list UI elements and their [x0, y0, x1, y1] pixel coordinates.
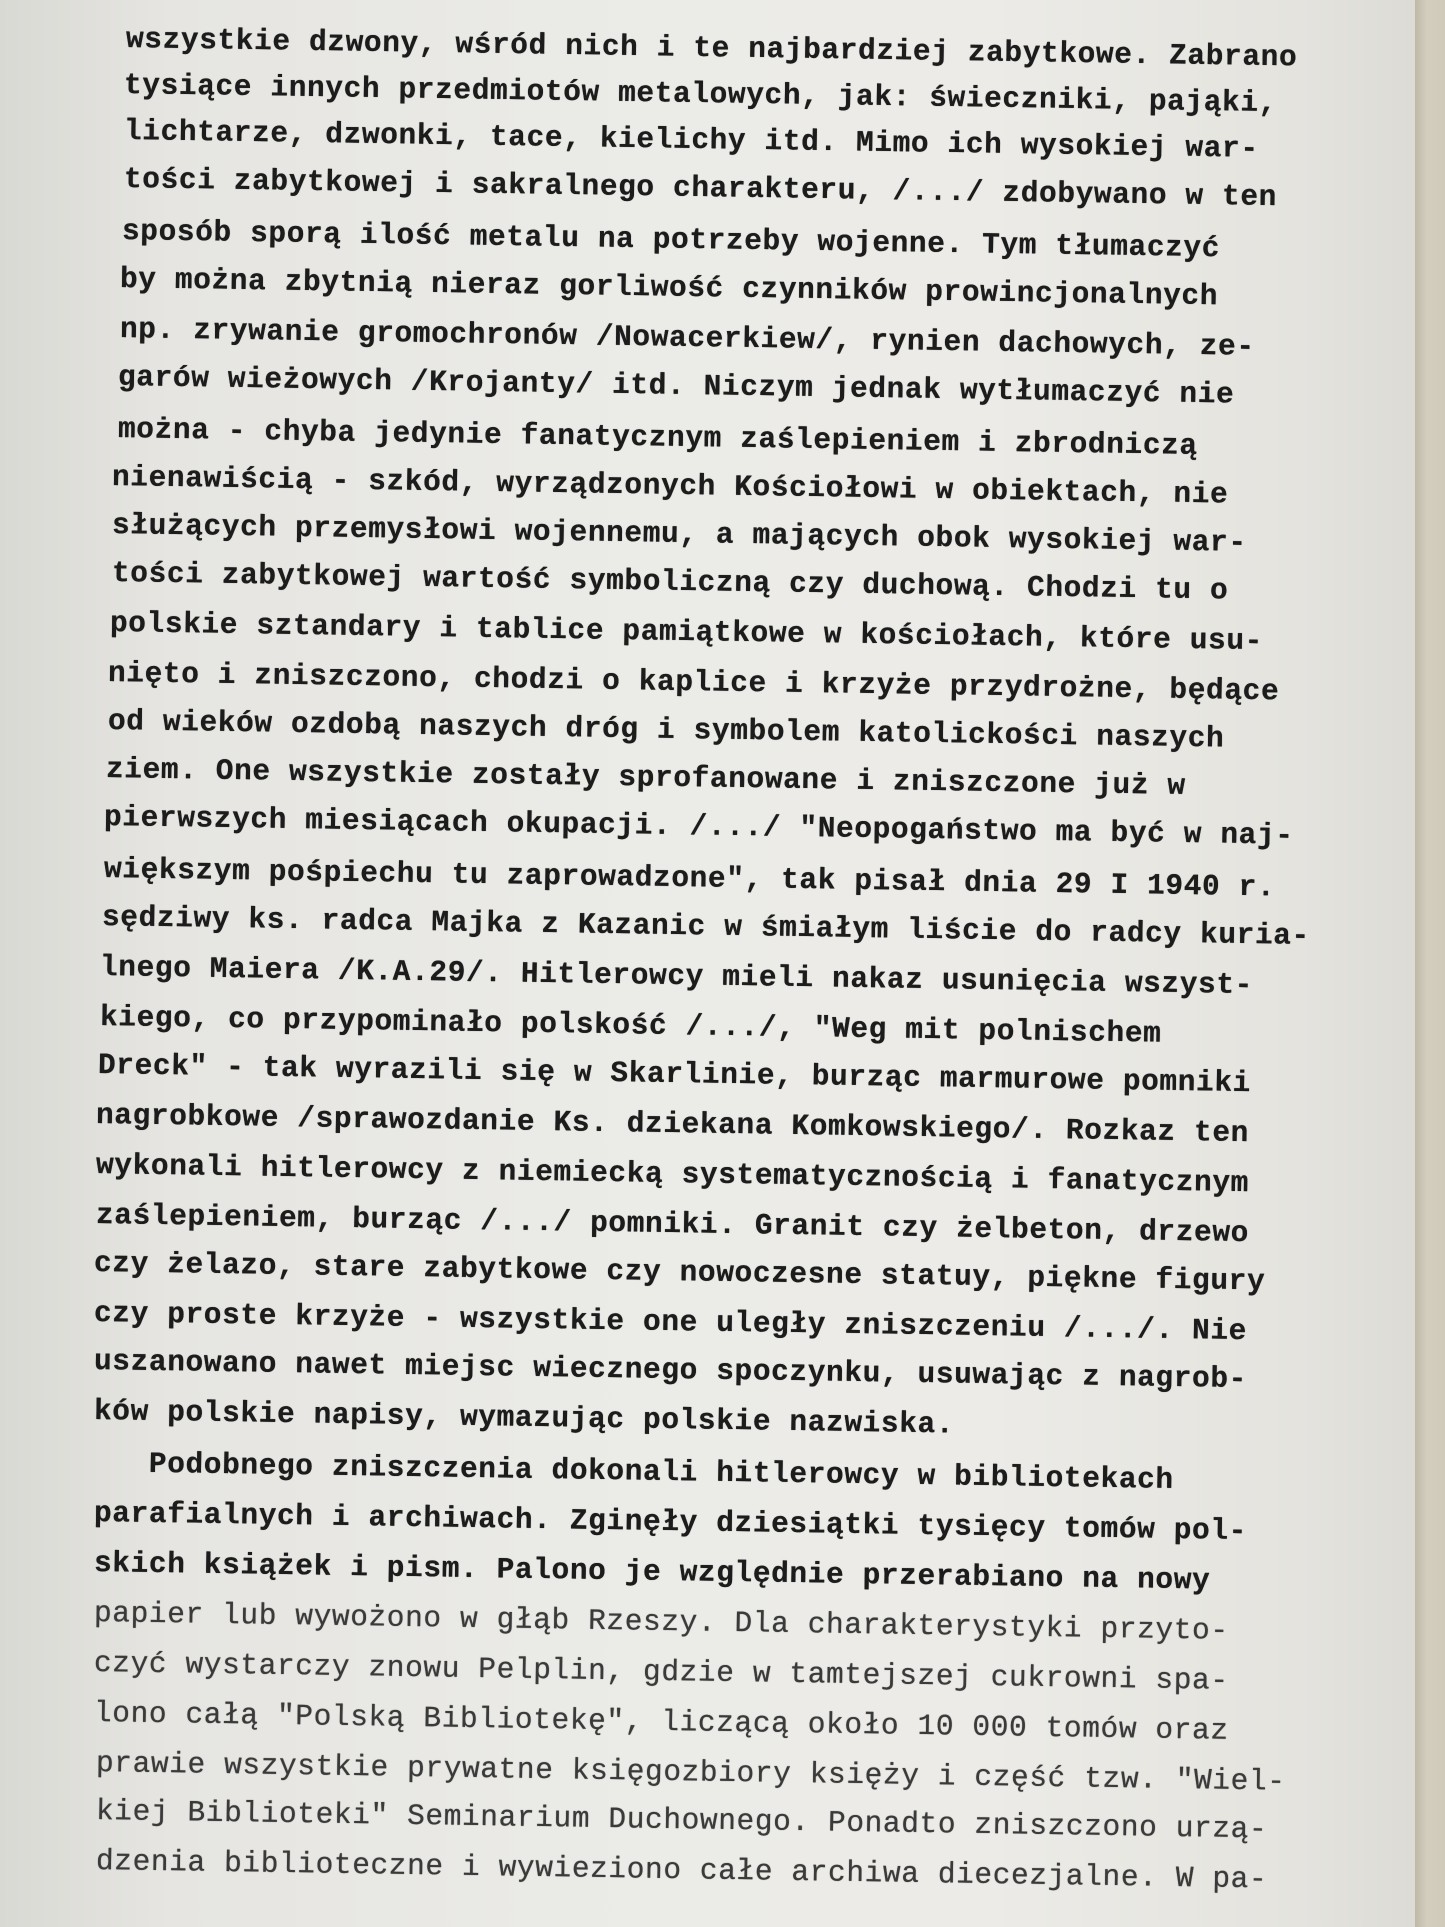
text-line: można - chyba jedynie fanatycznym zaślepieniem i zbrodniczą [117, 412, 1199, 463]
text-line: kiego, co przypominało polskość /.../, "Weg mit polnischem [99, 1000, 1162, 1051]
text-line: kiej Biblioteki" Seminarium Duchownego. Ponadto zniszczono urzą- [95, 1794, 1268, 1847]
text-line: czyć wystarczy znowu Pelplin, gdzie w tamtejszej cukrowni spa- [93, 1646, 1229, 1698]
text-line: lono całą "Polską Bibliotekę", liczącą około 10 000 tomów oraz [93, 1696, 1229, 1748]
text-line: czy żelazo, stare zabytkowe czy nowoczesne statuy, piękne figury [93, 1246, 1266, 1299]
text-line: Dreck" - tak wyrazili się w Skarlinie, burząc marmurowe pomniki [97, 1048, 1252, 1101]
text-line: wszystkie dzwony, wśród nich i te najbardziej zabytkowe. Zabrano [125, 22, 1298, 75]
text-line: lnego Maiera /K.A.29/. Hitlerowcy mieli nakaz usunięcia wszyst- [99, 950, 1254, 1003]
text-line: sposób sporą ilość metalu na potrzeby wojenne. Tym tłumaczyć [121, 214, 1221, 266]
text-line: służących przemysłowi wojennemu, a mających obok wysokiej war- [111, 508, 1247, 560]
text-line: zaślepieniem, burząc /.../ pomniki. Granit czy żelbeton, drzewo [95, 1198, 1250, 1251]
text-line: sędziwy ks. radca Majka z Kazanic w śmiałym liście do radcy kuria- [101, 900, 1311, 953]
text-line: lichtarze, dzwonki, tace, kielichy itd. Mimo ich wysokiej war- [123, 114, 1259, 166]
text-line: wykonali hitlerowcy z niemiecką systematycznością i fanatycznym [95, 1148, 1250, 1201]
text-line: czy proste krzyże - wszystkie one uległy zniszczeniu /.../. Nie [93, 1296, 1248, 1349]
text-line: dzenia biblioteczne i wywieziono całe archiwa diecezjalne. W pa- [95, 1844, 1268, 1897]
text-line: parafialnych i archiwach. Zginęły dziesiątki tysięcy tomów pol- [93, 1496, 1248, 1549]
text-line: tości zabytkowej wartość symboliczną czy duchową. Chodzi tu o [111, 556, 1229, 608]
text-line: garów wieżowych /Krojanty/ itd. Niczym jednak wytłumaczyć nie [117, 360, 1235, 412]
text-line: pierwszych miesiącach okupacji. /.../ "Neopogaństwo ma być w naj- [103, 800, 1294, 853]
text-line: papier lub wywożono w głąb Rzeszy. Dla charakterystyki przyto- [93, 1596, 1229, 1648]
text-line: ków polskie napisy, wymazując polskie nazwiska. [93, 1394, 955, 1442]
page-edge-background [1415, 0, 1445, 1927]
text-line: ziem. One wszystkie zostały sprofanowane i zniszczone już w [105, 752, 1187, 803]
text-line: tości zabytkowej i sakralnego charakteru, /.../ zdobywano w ten [123, 162, 1278, 215]
text-line: nagrobkowe /sprawozdanie Ks. dziekana Komkowskiego/. Rozkaz ten [95, 1098, 1250, 1151]
text-line: by można zbytnią nieraz gorliwość czynników prowincjonalnych [119, 262, 1219, 314]
text-line: od wieków ozdobą naszych dróg i symbolem katolickości naszych [107, 704, 1225, 756]
text-line: Podobnego zniszczenia dokonali hitlerowcy w bibliotekach [93, 1446, 1175, 1497]
text-line: nięto i zniszczono, chodzi o kaplice i krzyże przydrożne, będące [107, 656, 1280, 709]
text-line: większym pośpiechu tu zaprowadzone", tak pisał dnia 29 I 1940 r. [103, 852, 1276, 905]
text-line: np. zrywanie gromochronów /Nowacerkiew/, rynien dachowych, ze- [119, 312, 1255, 364]
text-line: nienawiścią - szkód, wyrządzonych Kościołowi w obiektach, nie [111, 460, 1229, 512]
text-line: prawie wszystkie prywatne księgozbiory księży i część tzw. "Wiel- [95, 1746, 1286, 1799]
text-line: skich książek i pism. Palono je względnie przerabiano na nowy [93, 1546, 1211, 1598]
text-line: tysiące innych przedmiotów metalowych, jak: świeczniki, pająki, [123, 68, 1278, 121]
text-line: polskie sztandary i tablice pamiątkowe w kościołach, które usu- [109, 606, 1264, 659]
text-line: uszanowano nawet miejsc wiecznego spoczynku, usuwając z nagrob- [93, 1344, 1248, 1397]
